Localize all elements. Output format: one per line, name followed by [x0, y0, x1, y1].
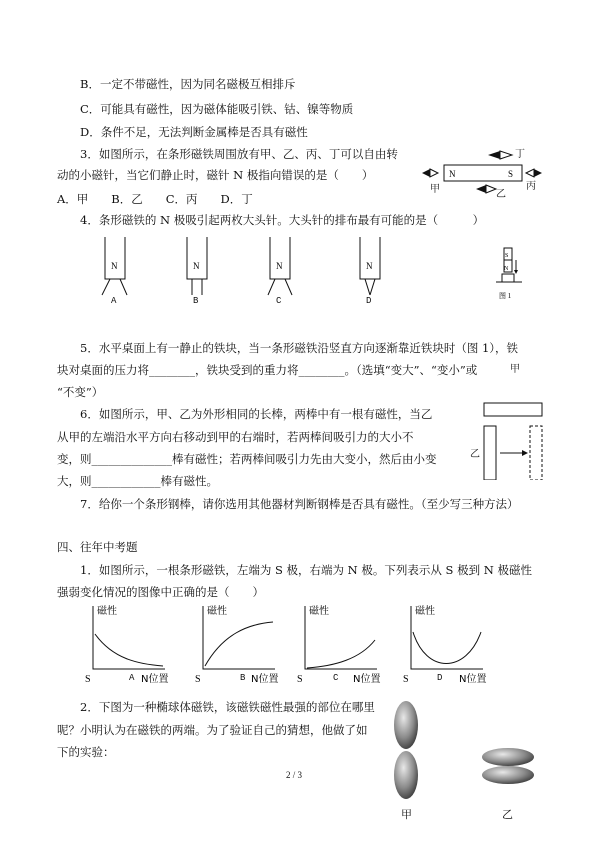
pins-svg — [90, 237, 390, 307]
graph-b — [195, 604, 278, 684]
option-c: C．可能具有磁性，因为磁体能吸引铁、钴、镍等物质 — [80, 102, 354, 116]
magnet-c — [270, 237, 290, 279]
magnet-d-n: N — [366, 261, 373, 271]
rod-yi-moved — [530, 426, 542, 480]
graph-label-d: D — [437, 673, 443, 683]
question-5-line-1: 5．水平桌面上有一静止的铁块，当一条形磁铁沿竖直方向逐渐靠近铁块时（图 1），铁 — [80, 341, 519, 355]
compass-bing — [526, 169, 534, 177]
magnet-s-label: S — [508, 169, 514, 179]
graph-ylabel: 磁性 — [97, 606, 117, 617]
ellipsoid-jia-bottom — [394, 751, 418, 799]
magnet-n-label: N — [449, 169, 456, 179]
option-b: B．一定不带磁性，因为同名磁极互相排斥 — [80, 77, 296, 91]
graph-origin-label: S — [297, 674, 303, 684]
past-q2-line-3: 下的实验： — [57, 745, 115, 759]
past-q1-line-1: 1．如图所示，一根条形磁铁，左端为 S 极，右端为 N 极。下列表示从 S 极到 N 极磁性 — [80, 563, 532, 577]
rod-jia — [484, 403, 542, 416]
graph-d — [403, 604, 486, 684]
ellipsoid-jia-top — [394, 701, 418, 749]
graph-origin-label: S — [195, 674, 201, 684]
graph-xlabel: N位置 — [353, 674, 381, 684]
rod-label-yi: 乙 — [470, 449, 480, 460]
option-d: D．条件不足，无法判断金属棒是否具有磁性 — [80, 125, 308, 139]
compass-ding — [488, 151, 500, 159]
figure-1-svg — [490, 240, 530, 305]
past-q2-line-1: 2．下图为一种椭球体磁铁，该磁铁磁性最强的部位在哪里 — [80, 700, 375, 714]
magnet-b-n: N — [193, 261, 200, 271]
figure-1 — [490, 240, 530, 305]
past-q1-line-2: 强弱变化情况的图像中正确的是（ ） — [57, 585, 264, 599]
graph-curve-d — [413, 632, 481, 664]
question-6-line-4: 大，则____________棒有磁性。 — [57, 474, 218, 488]
graph-xlabel: N位置 — [141, 674, 169, 684]
page-number: 2 / 3 — [286, 770, 303, 780]
label-ding: 丁 — [515, 149, 525, 160]
graph-a — [85, 604, 168, 684]
label-bing: 丙 — [526, 181, 536, 192]
ellipsoid-label-jia: 甲 — [401, 808, 412, 821]
magnet-c-n: N — [276, 261, 283, 271]
compass-yi — [476, 185, 486, 193]
magnetism-graphs — [85, 604, 555, 684]
magnet-d — [360, 237, 380, 279]
pin-label-c: C — [276, 296, 282, 306]
graph-label-c: C — [333, 673, 339, 683]
pin-label-d: D — [366, 296, 372, 306]
graph-curve-b — [205, 622, 273, 666]
past-q2-line-2: 呢？小明认为在磁铁的两端。为了验证自己的猜想，他做了如 — [57, 723, 368, 737]
question-7: 7．给你一个条形钢棒，请你选用其他器材判断钢棒是否具有磁性。（至少写三种方法） — [80, 497, 519, 511]
figure-1-caption: 图 1 — [499, 292, 512, 300]
compass-jia — [422, 169, 430, 177]
graph-xlabel: N位置 — [459, 674, 487, 684]
graph-label-b: B — [240, 673, 246, 683]
rods-svg — [470, 360, 550, 480]
ellipsoid-yi-bottom — [482, 766, 534, 784]
graph-c — [297, 604, 380, 684]
graph-ylabel: 磁性 — [309, 606, 329, 617]
question-6-line-1: 6．如图所示，甲、乙为外形相同的长棒，两棒中有一根有磁性，当乙 — [80, 407, 433, 421]
question-6-line-2: 从甲的左端沿水平方向右移动到甲的右端时，若两棒间吸引力的大小不 — [57, 430, 414, 444]
graph-ylabel: 磁性 — [207, 606, 227, 617]
magnet-a — [105, 237, 125, 279]
rod-yi — [484, 426, 496, 480]
ellipsoid-yi-top — [482, 748, 534, 766]
pin-label-b: B — [193, 296, 199, 306]
question-5-line-2: 块对桌面的压力将________，铁块受到的重力将________。（选填“变大”、“变小”或 — [57, 363, 478, 377]
figure-1-s: S — [505, 253, 509, 259]
question-4: 4．条形磁铁的 N 极吸引起两枚大头针。大头针的排布最有可能的是（ ） — [80, 213, 485, 227]
graph-ylabel: 磁性 — [415, 606, 435, 617]
graph-label-a: A — [129, 673, 135, 683]
graphs-svg — [85, 604, 555, 684]
magnet-b — [187, 237, 207, 279]
graph-curve-c — [307, 640, 375, 668]
ellipsoid-svg — [390, 695, 560, 835]
rod-label-jia: 甲 — [510, 364, 520, 375]
question-3-line-1: 3．如图所示，在条形磁铁周围放有甲、乙、丙、丁可以自由转 — [80, 147, 398, 161]
graph-origin-label: S — [403, 674, 409, 684]
graph-curve-a — [95, 634, 163, 666]
rods-figure — [470, 360, 550, 480]
label-yi: 乙 — [496, 189, 506, 200]
pins-figure — [90, 237, 390, 307]
question-3-options: A．甲 B．乙 C．丙 D．丁 — [57, 192, 253, 206]
magnet-compass-figure — [420, 145, 550, 200]
figure-1-n: N — [504, 266, 509, 272]
section-heading: 四、往年中考题 — [57, 540, 138, 554]
graph-origin-label: S — [85, 674, 91, 684]
pin-label-a: A — [111, 296, 117, 306]
graph-xlabel: N位置 — [251, 674, 279, 684]
question-6-line-3: 变，则______________棒有磁性；若两棒间吸引力先由大变小，然后由小变 — [57, 452, 437, 466]
ellipsoid-magnets-figure — [390, 695, 560, 835]
label-jia: 甲 — [430, 184, 440, 195]
magnet-a-n: N — [111, 261, 118, 271]
question-5-line-3: “不变”） — [57, 385, 104, 399]
question-3-line-2: 动的小磁针，当它们静止时，磁针 N 极指向错误的是（ ） — [57, 168, 374, 182]
ellipsoid-label-yi: 乙 — [502, 808, 513, 821]
